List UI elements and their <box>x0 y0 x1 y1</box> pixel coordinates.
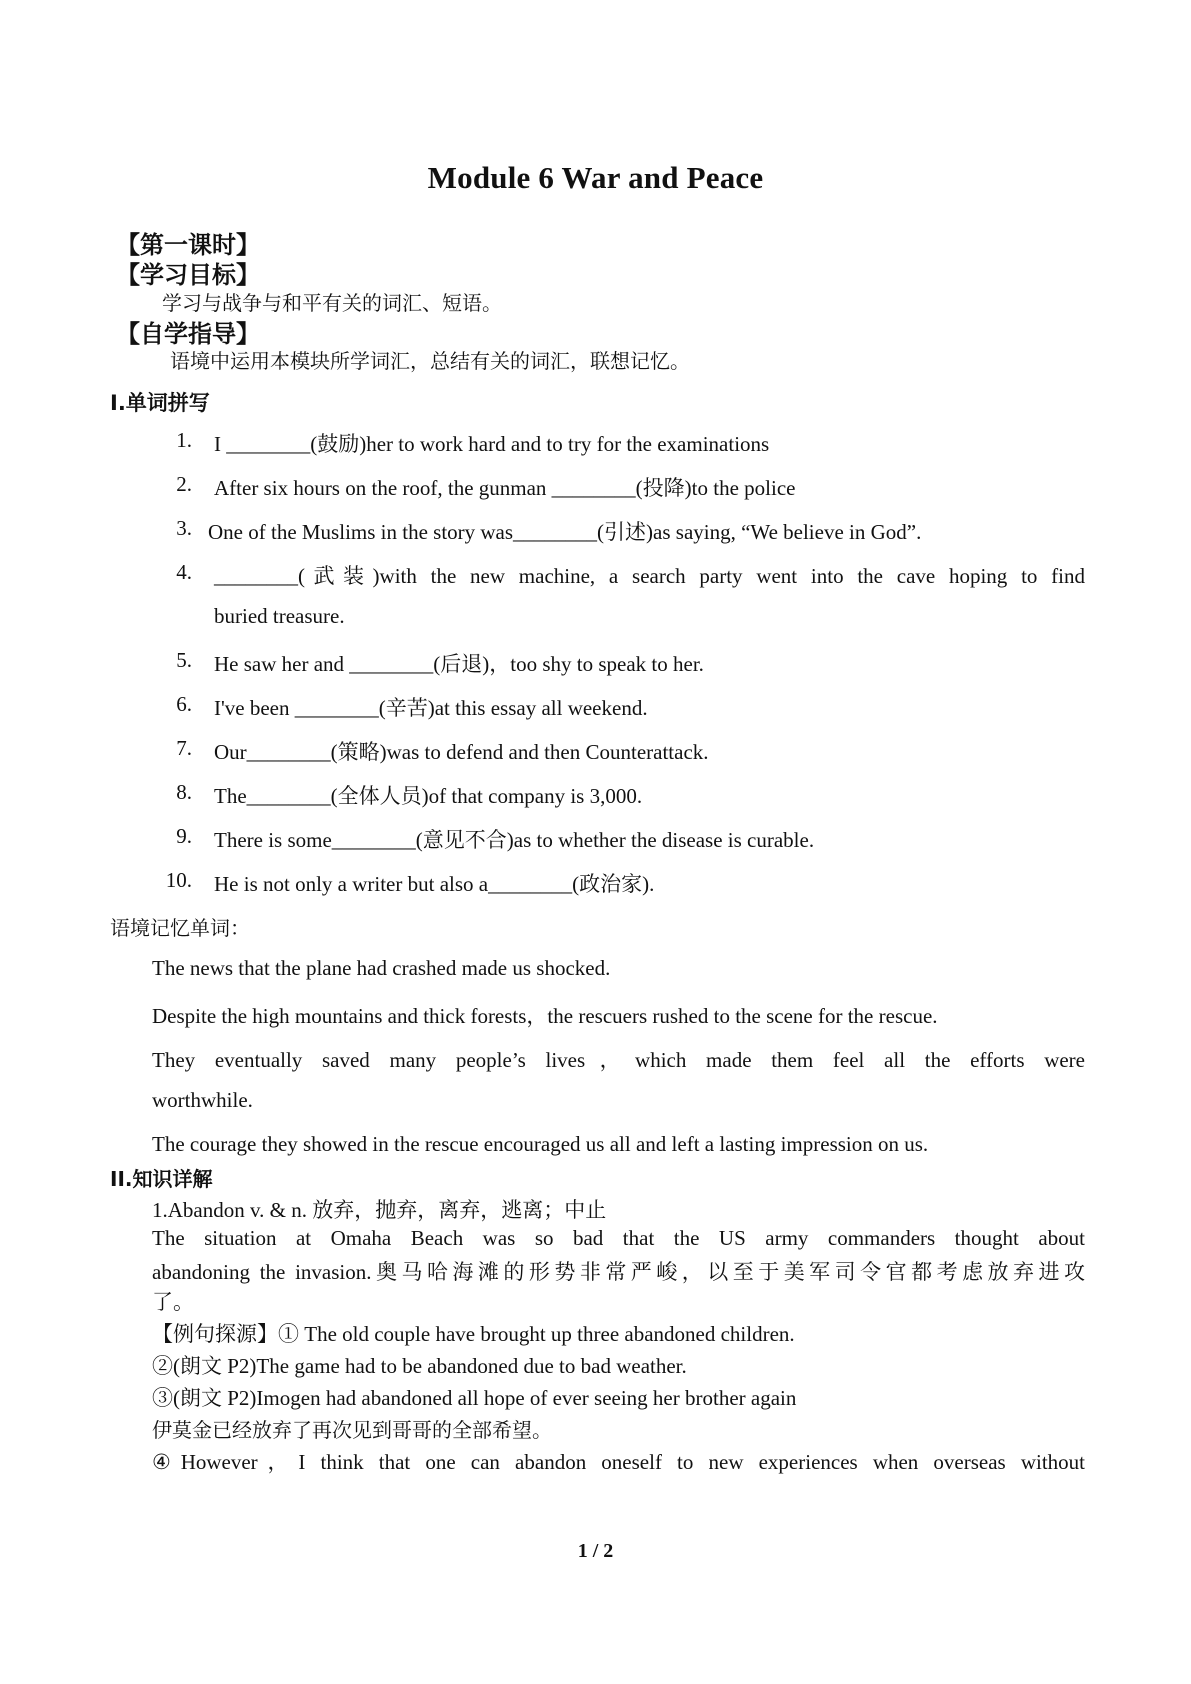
page-number: 1 / 2 <box>577 1540 614 1562</box>
objectives-heading: 【学习目标】 <box>116 263 260 289</box>
item-number: 6. <box>176 692 192 716</box>
guide-heading: 【自学指导】 <box>116 322 260 348</box>
list-item: One of the Muslims in the story was________(引述)as saying, “We believe in God”. <box>208 520 922 544</box>
page-title: Module 6 War and Peace <box>427 160 764 195</box>
item-number: 7. <box>176 736 192 760</box>
list-item: I ________(鼓励)her to work hard and to try for the examinations <box>214 432 770 456</box>
list-item: I've been ________(辛苦)at this essay all weekend. <box>214 696 648 720</box>
list-item: After six hours on the roof, the gunman ________(投降)to the police <box>214 476 796 500</box>
lesson-heading: 【第一课时】 <box>116 233 260 259</box>
objectives-text: 学习与战争与和平有关的词汇、短语。 <box>162 291 502 315</box>
item-number: 5. <box>176 648 192 672</box>
list-item: Our________(策略)was to defend and then Counterattack. <box>214 740 709 764</box>
item-number: 9. <box>176 824 192 848</box>
item-number: 8. <box>176 780 192 804</box>
example-text: The situation at Omaha Beach was so bad that the US army commanders thought about <box>152 1226 1085 1250</box>
context-memory-heading: 语境记忆单词： <box>110 916 250 940</box>
context-sentence: The news that the plane had crashed made us shocked. <box>152 956 611 980</box>
item-number: 1. <box>176 428 192 452</box>
example-translation: 伊莫金已经放弃了再次见到哥哥的全部希望。 <box>152 1418 552 1442</box>
list-item-continued: buried treasure. <box>214 604 345 628</box>
item-number: 4. <box>176 560 192 584</box>
item-number: 3. <box>176 516 192 540</box>
example-sentence: ④However，I think that one can abandon oneself to new experiences when overseas without <box>152 1450 1085 1474</box>
example-text: abandoning the invasion.奥马哈海滩的形势非常严峻，以至于美军司令官都考虑放弃进攻 <box>152 1260 1085 1284</box>
part2-heading: II.知识详解 <box>110 1167 213 1191</box>
list-item: He saw her and ________(后退)，too shy to speak to her. <box>214 652 704 676</box>
example-text-continued: 了。 <box>152 1290 194 1314</box>
context-sentence: The courage they showed in the rescue encouraged us all and left a lasting impression on us. <box>152 1132 929 1156</box>
example-sentence: 【例句探源】① The old couple have brought up three abandoned children. <box>152 1322 795 1346</box>
list-item: There is some________(意见不合)as to whether the disease is curable. <box>214 828 815 852</box>
item-number: 2. <box>176 472 192 496</box>
list-item: He is not only a writer but also a________(政治家). <box>214 872 655 896</box>
list-item: ________(武装)with the new machine, a search party went into the cave hoping to find <box>214 564 1085 588</box>
item-number: 10. <box>165 868 192 892</box>
guide-text: 语境中运用本模块所学词汇，总结有关的词汇，联想记忆。 <box>170 349 690 373</box>
example-sentence: ②(朗文 P2)The game had to be abandoned due to bad weather. <box>152 1354 687 1378</box>
example-sentence: ③(朗文 P2)Imogen had abandoned all hope of ever seeing her brother again <box>152 1386 797 1410</box>
part1-heading: Ⅰ.单词拼写 <box>110 391 210 415</box>
list-item: The________(全体人员)of that company is 3,000. <box>214 784 643 808</box>
context-sentence: They eventually saved many people’s lives，which made them feel all the efforts were <box>152 1048 1085 1072</box>
vocab-entry: 1.Abandon v. & n. 放弃，抛弃，离弃，逃离；中止 <box>152 1198 607 1222</box>
context-sentence: Despite the high mountains and thick forests，the rescuers rushed to the scene for the rescue. <box>152 1004 938 1028</box>
context-sentence-continued: worthwhile. <box>152 1088 253 1112</box>
